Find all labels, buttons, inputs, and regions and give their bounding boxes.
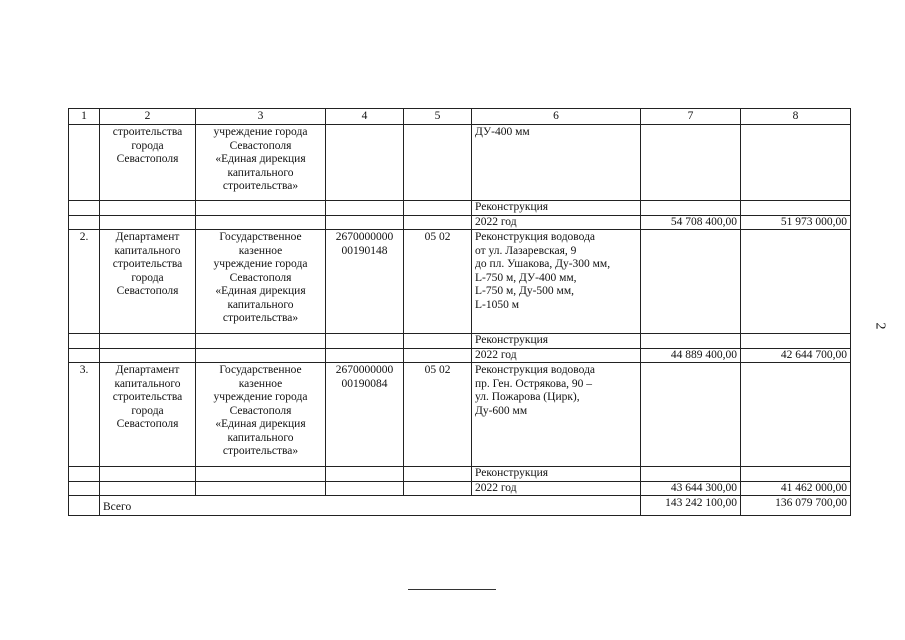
total-amount: 143 242 100,00 — [641, 496, 741, 516]
header-row — [69, 109, 851, 125]
row-number: 3. — [69, 363, 100, 467]
description-cell: Реконструкция водовода от ул. Лазаревская, 9 до пл. Ушакова, Ду-300 мм, L-750 м, ДУ-400 мм, L-750 м, Ду-500 мм, L-1050 м — [472, 230, 641, 334]
table-row — [69, 201, 851, 216]
institution-cell: Государственное казенное учреждение города Севастополя «Единая дирекция капитального строительства» — [196, 363, 326, 467]
footer-divider — [408, 589, 496, 590]
col-header: 7 — [641, 109, 741, 125]
table-row — [69, 230, 851, 334]
code-cell: 2670000000 00190148 — [326, 230, 404, 334]
table-row — [69, 363, 851, 467]
work-type-cell: Реконструкция — [472, 201, 641, 216]
col-header: 1 — [69, 109, 100, 125]
amount-cell: 43 644 300,00 — [641, 481, 741, 496]
code-cell: 2670000000 00190084 — [326, 363, 404, 467]
year-cell: 2022 год — [472, 348, 641, 363]
table-row — [69, 215, 851, 230]
col-header: 3 — [196, 109, 326, 125]
institution-cell: Государственное казенное учреждение города Севастополя «Единая дирекция капитального строительства» — [196, 230, 326, 334]
description-cell: ДУ-400 мм — [472, 125, 641, 201]
amount-cell: 44 889 400,00 — [641, 348, 741, 363]
amount-cell: 54 708 400,00 — [641, 215, 741, 230]
col-header: 2 — [100, 109, 196, 125]
table-row — [69, 481, 851, 496]
table-row — [69, 334, 851, 349]
work-type-cell: Реконструкция — [472, 467, 641, 482]
col-header: 6 — [472, 109, 641, 125]
org-cell: Департамент капитального строительства города Севастополя — [100, 363, 196, 467]
year-cell: 2022 год — [472, 481, 641, 496]
section-cell: 05 02 — [404, 230, 472, 334]
total-label: Всего — [100, 496, 641, 516]
total-amount: 136 079 700,00 — [741, 496, 851, 516]
amount-cell: 41 462 000,00 — [741, 481, 851, 496]
org-cell: строительства города Севастополя — [100, 125, 196, 201]
section-cell: 05 02 — [404, 363, 472, 467]
table-row — [69, 467, 851, 482]
page-number: 2 — [872, 322, 888, 330]
description-cell: Реконструкция водовода пр. Ген. Острякова, 90 – ул. Пожарова (Цирк), Ду-600 мм — [472, 363, 641, 467]
table-row — [69, 125, 851, 201]
table-row — [69, 348, 851, 363]
org-cell: Департамент капитального строительства города Севастополя — [100, 230, 196, 334]
year-cell: 2022 год — [472, 215, 641, 230]
budget-table — [68, 108, 851, 516]
work-type-cell: Реконструкция — [472, 334, 641, 349]
col-header: 8 — [741, 109, 851, 125]
amount-cell: 51 973 000,00 — [741, 215, 851, 230]
institution-cell: учреждение города Севастополя «Единая дирекция капитального строительства» — [196, 125, 326, 201]
col-header: 5 — [404, 109, 472, 125]
col-header: 4 — [326, 109, 404, 125]
amount-cell: 42 644 700,00 — [741, 348, 851, 363]
total-row — [69, 496, 851, 516]
row-number: 2. — [69, 230, 100, 334]
